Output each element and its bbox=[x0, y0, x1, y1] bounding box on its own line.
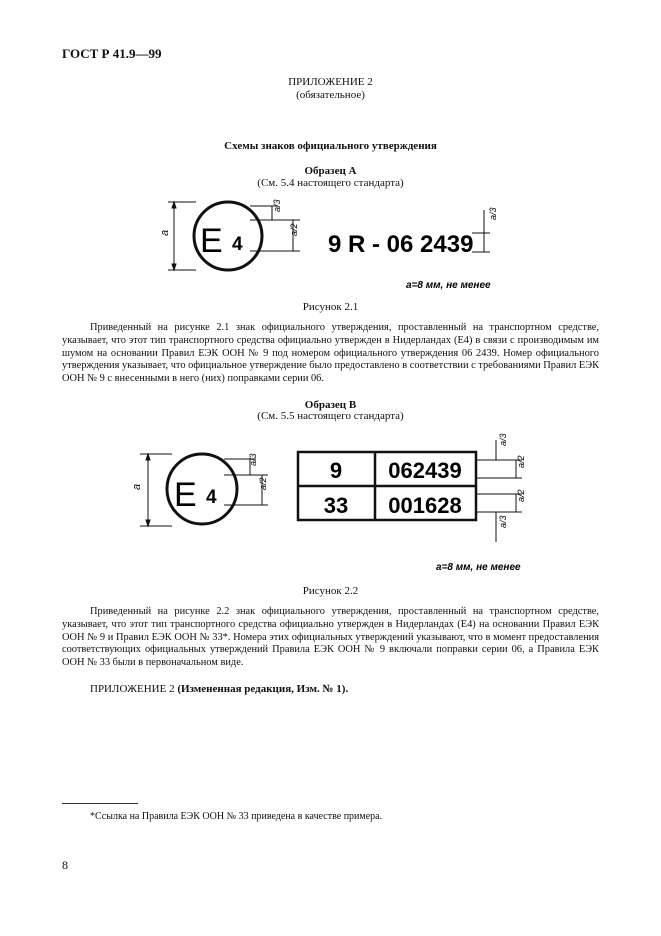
mark-digit-b: 4 bbox=[206, 487, 217, 508]
approval-number: 9 R - 06 2439 bbox=[328, 231, 474, 258]
paragraph-1: Приведенный на рисунке 2.1 знак официального утверждения, проставленный на транспортном средстве, указывает, что этот тип транспортного средства официально утвержден в Нидерландах (E4) в связи с производимым им шумом на основании Правил ЕЭК ООН № 9 под номером официального утверждения 06 2439. Номер официального утверждения указывает, что официальное утверждение было предоставлено в соответствии с требованиями Правил ЕЭК ООН № 9 с внесенными в него (них) поправками серии 06. bbox=[62, 322, 599, 385]
footnote-divider bbox=[62, 803, 138, 804]
paragraph-2: Приведенный на рисунке 2.2 знак официального утверждения, проставленный на транспортном средстве, указывает, что этот тип транспортного средства официально утвержден в Нидерландах (E4) на основании Правил ЕЭК ООН № 9 и Правил ЕЭК ООН № 33*. Номера этих официальных утверждений указывают, что в момент предоставления соответствующих официальных утверждений Правила ЕЭК ООН № 9 включали поправки серии 06, а Правила ЕЭК ООН № 33 были в первоначальном виде. bbox=[62, 606, 599, 669]
size-note-b: a=8 мм, не менее bbox=[436, 562, 521, 573]
rule-number-2: 33 bbox=[323, 493, 349, 518]
dim-a3-label-right: a/3 bbox=[488, 207, 498, 220]
approval-number-2: 001628 bbox=[388, 493, 462, 518]
approval-number-1: 062439 bbox=[388, 458, 462, 483]
size-note: a=8 мм, не менее bbox=[406, 280, 491, 291]
amendment-text: (Измененная редакция, Изм. № 1). bbox=[177, 683, 349, 695]
sample-b-title: Образец В bbox=[304, 399, 357, 411]
sample-b-reference: (См. 5.5 настоящего стандарта) bbox=[257, 410, 404, 422]
dim-a-label: a bbox=[159, 229, 171, 236]
footnote: *Ссылка на Правила ЕЭК ООН № 33 приведена в качестве примера. bbox=[90, 811, 383, 822]
sample-a-title: Образец А bbox=[304, 165, 357, 177]
sample-a-reference: (См. 5.4 настоящего стандарта) bbox=[257, 177, 404, 189]
dim-a2-label-bottom: a/2 bbox=[516, 489, 526, 502]
page-number: 8 bbox=[62, 858, 68, 872]
figure-2-1 bbox=[150, 190, 510, 300]
amendment-note bbox=[90, 683, 348, 695]
dim-a3-label: a/3 bbox=[272, 199, 282, 212]
section-title: Схемы знаков официального утверждения bbox=[224, 140, 437, 152]
amendment-label: ПРИЛОЖЕНИЕ 2 bbox=[90, 683, 175, 695]
rule-number-1: 9 bbox=[329, 458, 343, 483]
document-code: ГОСТ Р 41.9—99 bbox=[62, 46, 162, 61]
appendix-subtitle: (обязательное) bbox=[296, 89, 365, 101]
dim-a-label-b: a bbox=[131, 483, 143, 490]
figure-2-2-caption: Рисунок 2.2 bbox=[302, 585, 359, 597]
dim-a2-label: a/2 bbox=[289, 223, 299, 236]
dim-a3-label-b: a/3 bbox=[248, 453, 258, 466]
mark-letter: E bbox=[200, 222, 223, 260]
mark-letter-b: E bbox=[174, 476, 197, 514]
mark-digit: 4 bbox=[232, 234, 243, 255]
dim-a3-label-top: a/3 bbox=[498, 433, 508, 446]
dim-a3-label-bottom: a/3 bbox=[498, 515, 508, 528]
dim-a2-label-top: a/2 bbox=[516, 455, 526, 468]
dim-a2-label-b: a/2 bbox=[258, 477, 268, 490]
figure-2-1-caption: Рисунок 2.1 bbox=[302, 301, 359, 313]
appendix-title: ПРИЛОЖЕНИЕ 2 bbox=[288, 76, 373, 88]
figure-2-2 bbox=[120, 434, 540, 582]
